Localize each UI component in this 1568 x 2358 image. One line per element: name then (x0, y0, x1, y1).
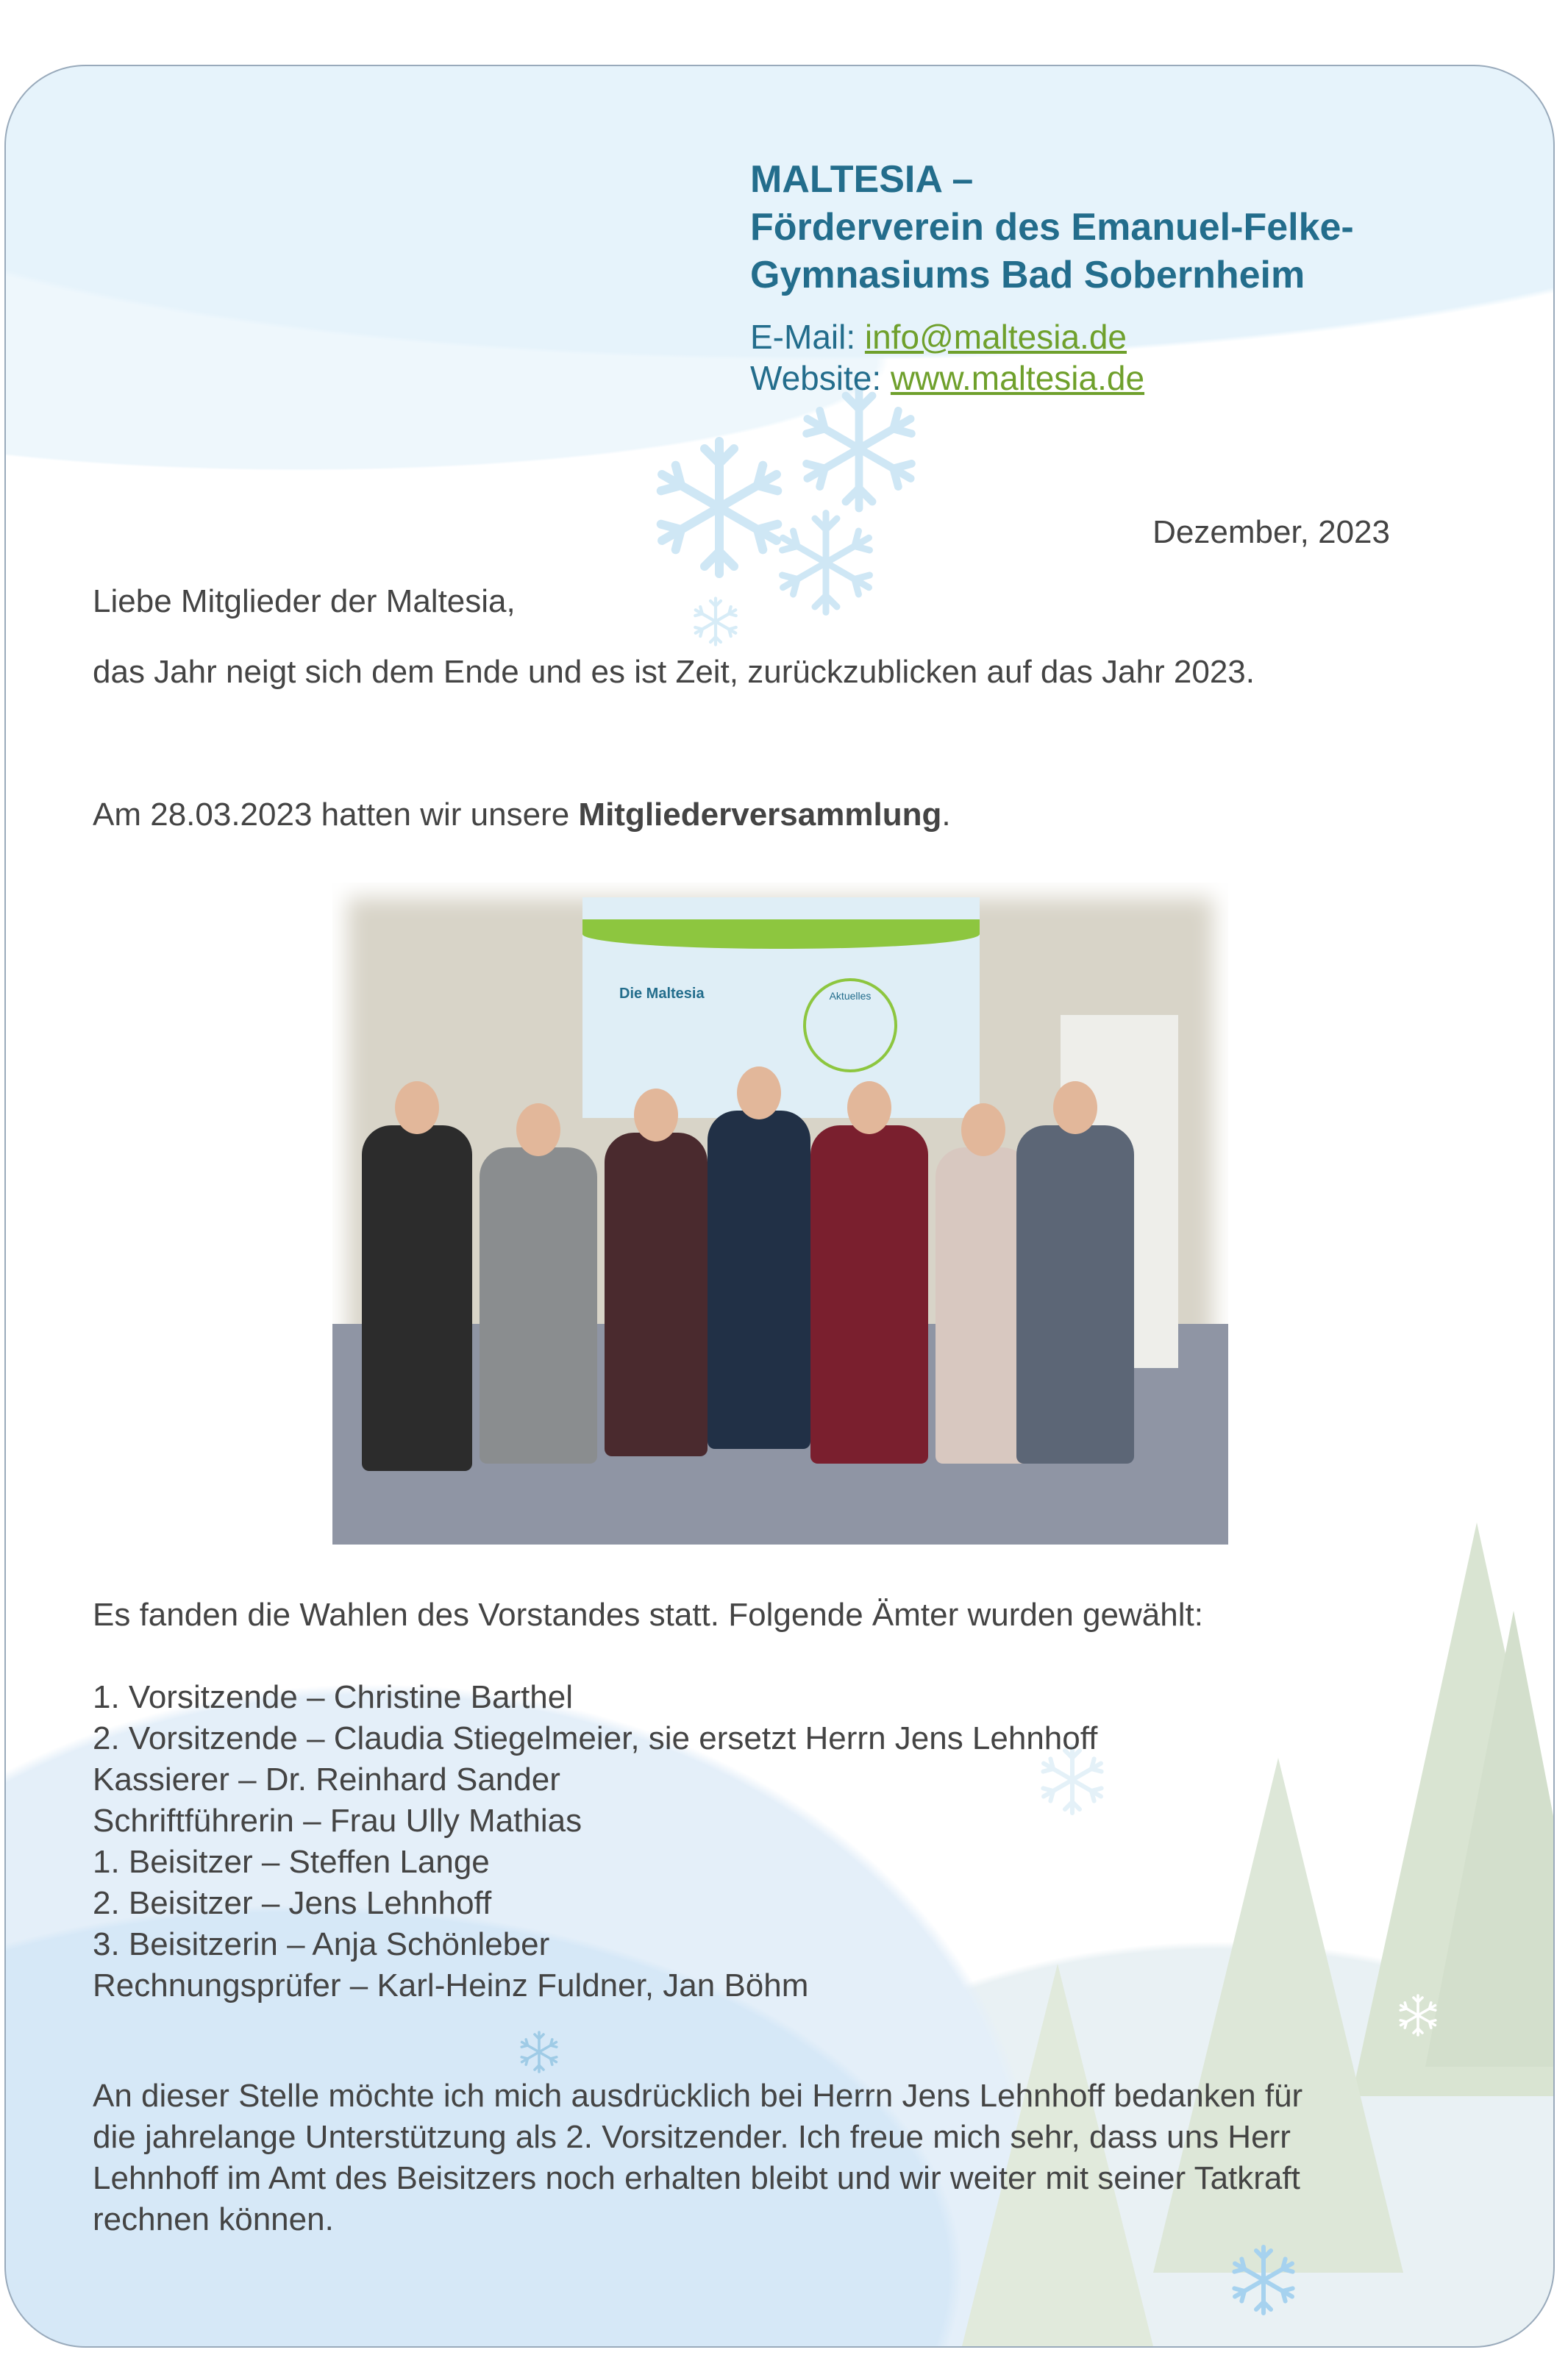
snowflake-icon (793, 382, 925, 515)
title-line: Gymnasiums Bad Sobernheim (750, 254, 1305, 296)
snowflake-icon (1227, 2243, 1300, 2317)
paragraph-line: die jahrelange Unterstützung als 2. Vorsitzender. Ich freue mich sehr, dass uns Herr (93, 2119, 1291, 2155)
person (1016, 1125, 1134, 1464)
board-member: 2. Vorsitzende – Claudia Stiegelmeier, sie ersetzt Herrn Jens Lehnhoff (93, 1720, 1098, 1756)
person (605, 1133, 708, 1456)
meeting-prefix: Am 28.03.2023 hatten wir unsere (93, 797, 579, 833)
projection-screen (582, 897, 980, 1118)
person (480, 1147, 597, 1464)
meeting-bold: Mitgliederversammlung (578, 797, 942, 833)
greeting: Liebe Mitglieder der Maltesia, (93, 583, 516, 619)
board-member: Schriftführerin – Frau Ully Mathias (93, 1803, 582, 1839)
board-member: 1. Beisitzer – Steffen Lange (93, 1844, 490, 1880)
letter-date: Dezember, 2023 (1152, 514, 1390, 550)
board-member: Kassierer – Dr. Reinhard Sander (93, 1762, 560, 1798)
contact-info (750, 316, 1144, 399)
person (708, 1111, 810, 1449)
snowflake-icon (690, 596, 741, 647)
organization-title (750, 156, 1354, 299)
board-member: Rechnungsprüfer – Karl-Heinz Fuldner, Jan Böhm (93, 1967, 809, 2003)
paragraph-line: rechnen können. (93, 2201, 334, 2237)
title-line: Förderverein des Emanuel-Felke- (750, 206, 1354, 249)
board-list (93, 1677, 1097, 2006)
snowflake-icon (771, 507, 881, 618)
title-line: MALTESIA – (750, 158, 974, 201)
board-member: 1. Vorsitzende – Christine Barthel (93, 1679, 574, 1715)
tree-decoration (1425, 1611, 1555, 2067)
snowflake-icon (517, 2030, 561, 2074)
board-member: 2. Beisitzer – Jens Lehnhoff (93, 1885, 492, 1921)
person (810, 1125, 928, 1464)
meeting-suffix: . (941, 797, 951, 833)
thanks-paragraph (93, 2076, 1302, 2240)
website-link[interactable]: www.maltesia.de (890, 359, 1145, 397)
person (362, 1125, 472, 1471)
paragraph-line: An dieser Stelle möchte ich mich ausdrücklich bei Herrn Jens Lehnhoff bedanken für (93, 2078, 1303, 2114)
intro-text: das Jahr neigt sich dem Ende und es ist Zeit, zurückzublicken auf das Jahr 2023. (93, 654, 1255, 690)
website-label: Website: (750, 359, 891, 397)
email-label: E-Mail: (750, 318, 865, 356)
elections-intro: Es fanden die Wahlen des Vorstandes statt. Folgende Ämter wurden gewählt: (93, 1597, 1203, 1633)
meeting-photo (332, 883, 1228, 1545)
screen-badge: Aktuelles (803, 978, 897, 1072)
paragraph-line: Lehnhoff im Amt des Beisitzers noch erhalten bleibt und wir weiter mit seiner Tatkraft (93, 2160, 1300, 2196)
board-member: 3. Beisitzerin – Anja Schönleber (93, 1926, 550, 1962)
email-link[interactable]: info@maltesia.de (864, 318, 1127, 356)
meeting-text (93, 794, 951, 836)
snowflake-icon (1396, 1993, 1440, 2037)
screen-title: Die Maltesia (619, 986, 705, 1002)
